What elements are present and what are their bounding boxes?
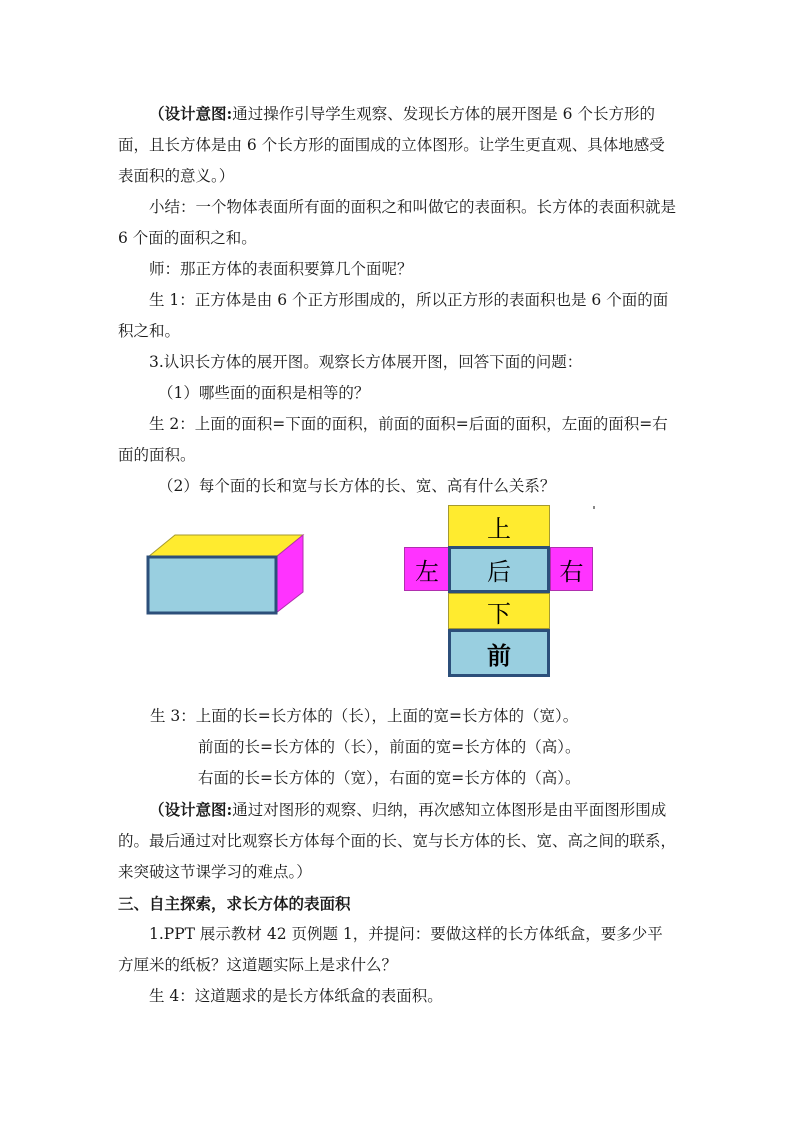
- summary-paragraph: 小结：一个物体表面所有面的面积之和叫做它的表面积。长方体的表面积就是 6 个面的面积之和。: [118, 198, 677, 247]
- teacher-question: 师：那正方体的表面积要算几个面呢？: [149, 260, 413, 278]
- net-top-face: 上: [448, 505, 550, 547]
- question-1: （1）哪些面的面积是相等的？: [158, 384, 370, 402]
- section-heading-3: 三、自主探索，求长方体的表面积: [118, 894, 351, 913]
- example-1-prompt: 1.PPT 展示教材 42 页例题 1，并提问：要做这样的长方体纸盒，要多少平方厘米的纸板？这道题实际上是求什么？: [118, 925, 663, 974]
- net-back-face: 后: [448, 546, 550, 593]
- design-intent-paragraph-2: [118, 794, 678, 888]
- task-3-instruction: 3.认识长方体的展开图。观察长方体展开图，回答下面的问题：: [149, 353, 583, 371]
- student-4-answer: 生 4：这道题求的是长方体纸盒的表面积。: [149, 987, 443, 1005]
- net-left-face: 左: [404, 547, 450, 591]
- student-2-answer: 生 2：上面的面积=下面的面积，前面的面积=后面的面积，左面的面积=右面的面积。: [118, 415, 668, 464]
- student-3-answer-line-2: 前面的长=长方体的（长），前面的宽=长方体的（高）。: [198, 738, 581, 756]
- design-intent-label: （设计意图:: [149, 800, 233, 819]
- design-intent-text: 通过对图形的观察、归纳，再次感知立体图形是由平面图形围成的。最后通过对比观察长方体每个面的长、宽与长方体的长、宽、高之间的联系，来突破这节课学习的难点。）: [118, 801, 677, 881]
- cuboid-net-diagram: [400, 505, 600, 677]
- student-3-answer-line-1: 生 3：上面的长=长方体的（长），上面的宽=长方体的（宽）。: [150, 707, 579, 725]
- student-1-answer: 生 1：正方体是由 6 个正方形围成的，所以正方形的表面积也是 6 个面的面积之和。: [118, 291, 669, 340]
- design-intent-text: 通过操作引导学生观察、发现长方体的展开图是 6 个长方形的面，且长方体是由 6 个长方形的面围成的立体图形。让学生更直观、具体地感受表面积的意义。）: [118, 105, 665, 185]
- student-3-answer-line-3: 右面的长=长方体的（宽），右面的宽=长方体的（高）。: [198, 769, 581, 787]
- net-bottom-face: 下: [448, 593, 550, 629]
- cuboid-illustration: [140, 530, 310, 620]
- design-intent-paragraph-1: [118, 98, 678, 192]
- cuboid-front-face: [148, 557, 276, 613]
- design-intent-label: （设计意图:: [149, 104, 233, 123]
- question-2: （2）每个面的长和宽与长方体的长、宽、高有什么关系？: [158, 477, 556, 495]
- stray-mark: [593, 506, 595, 509]
- net-right-face: 右: [550, 547, 593, 591]
- net-front-face: 前: [448, 629, 550, 677]
